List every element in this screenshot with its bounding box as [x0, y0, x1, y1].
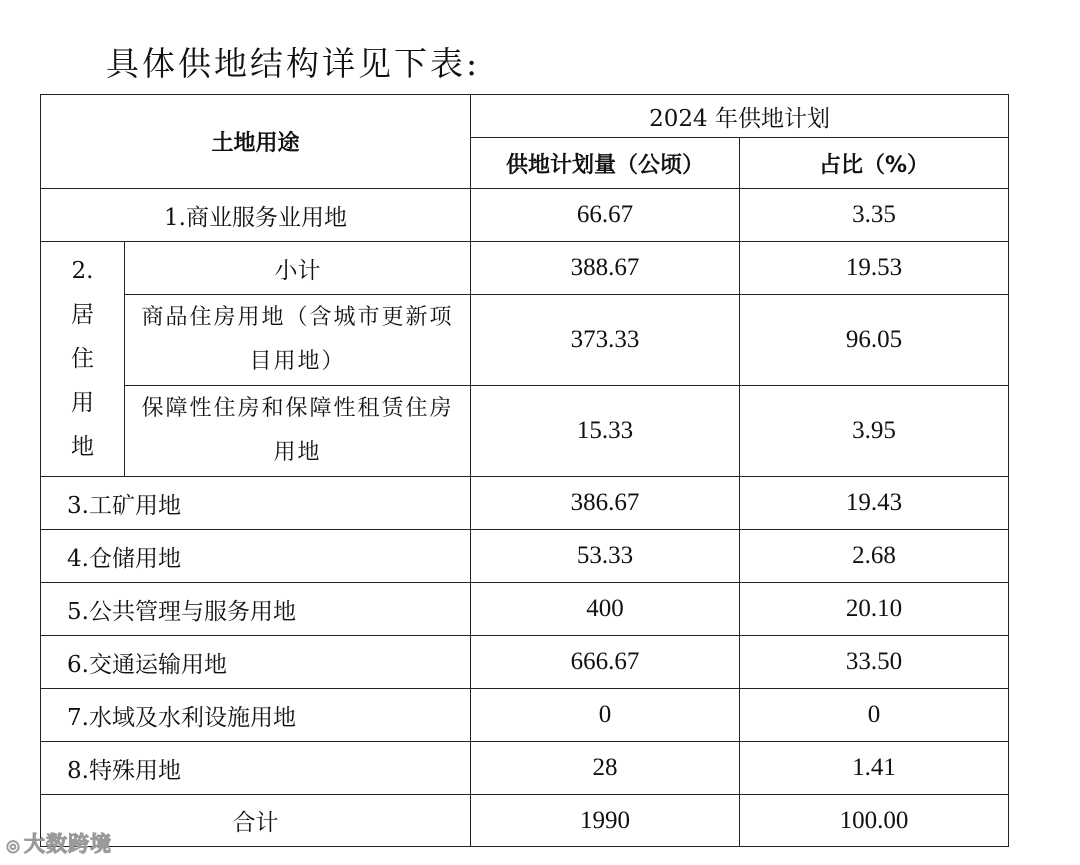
header-amount: 供地计划量（公顷） [471, 138, 740, 189]
residential-group-label [41, 242, 125, 477]
row-amount: 386.67 [471, 477, 740, 530]
row-label-line: 用地 [273, 440, 322, 465]
row-amount: 0 [471, 689, 740, 742]
header-row [41, 95, 1009, 138]
row-label: 8.特殊用地 [41, 742, 471, 795]
row-label: 合计 [41, 795, 471, 847]
table-row [41, 189, 1009, 242]
row-amount: 15.33 [471, 386, 740, 477]
group-char: 地 [71, 434, 94, 460]
group-char: 住 [71, 346, 94, 372]
row-ratio: 20.10 [740, 583, 1009, 636]
row-label [125, 386, 471, 477]
row-ratio: 19.53 [740, 242, 1009, 295]
row-amount: 66.67 [471, 189, 740, 242]
table-row [41, 689, 1009, 742]
row-label-line: 商品住房用地（含城市更新项 [141, 305, 454, 330]
row-label: 6.交通运输用地 [41, 636, 471, 689]
header-plan-year: 2024 年供地计划 [471, 95, 1009, 138]
table-row [41, 386, 1009, 477]
brand-logo-icon: ◎ [6, 836, 21, 855]
table-row [41, 242, 1009, 295]
row-ratio: 96.05 [740, 295, 1009, 386]
row-amount: 373.33 [471, 295, 740, 386]
row-label [125, 295, 471, 386]
row-label-line: 保障性住房和保障性租赁住房 [141, 396, 454, 421]
row-label: 4.仓储用地 [41, 530, 471, 583]
row-ratio: 1.41 [740, 742, 1009, 795]
row-ratio: 19.43 [740, 477, 1009, 530]
watermark-text: 大数跨境 [23, 832, 112, 856]
row-label: 小计 [125, 242, 471, 295]
watermark [6, 828, 112, 858]
row-label: 5.公共管理与服务用地 [41, 583, 471, 636]
land-supply-table [40, 94, 1009, 847]
header-land-use: 土地用途 [41, 95, 471, 189]
row-ratio: 0 [740, 689, 1009, 742]
header-ratio: 占比（%） [740, 138, 1009, 189]
table-row [41, 477, 1009, 530]
row-amount: 388.67 [471, 242, 740, 295]
group-number: 2. [71, 258, 94, 284]
row-ratio: 3.95 [740, 386, 1009, 477]
row-amount: 28 [471, 742, 740, 795]
group-char: 居 [71, 302, 94, 328]
row-amount: 666.67 [471, 636, 740, 689]
row-label: 7.水域及水利设施用地 [41, 689, 471, 742]
table-row [41, 295, 1009, 386]
row-amount: 1990 [471, 795, 740, 847]
group-char: 用 [71, 390, 94, 416]
row-label: 3.工矿用地 [41, 477, 471, 530]
row-ratio: 100.00 [740, 795, 1009, 847]
row-ratio: 33.50 [740, 636, 1009, 689]
table-row [41, 742, 1009, 795]
row-amount: 53.33 [471, 530, 740, 583]
row-label: 1.商业服务业用地 [41, 189, 471, 242]
table-row [41, 530, 1009, 583]
total-row [41, 795, 1009, 847]
row-amount: 400 [471, 583, 740, 636]
table-row [41, 636, 1009, 689]
intro-text: 具体供地结构详见下表: [106, 44, 481, 83]
row-ratio: 2.68 [740, 530, 1009, 583]
row-ratio: 3.35 [740, 189, 1009, 242]
table-row [41, 583, 1009, 636]
row-label-line: 目用地） [249, 349, 346, 374]
